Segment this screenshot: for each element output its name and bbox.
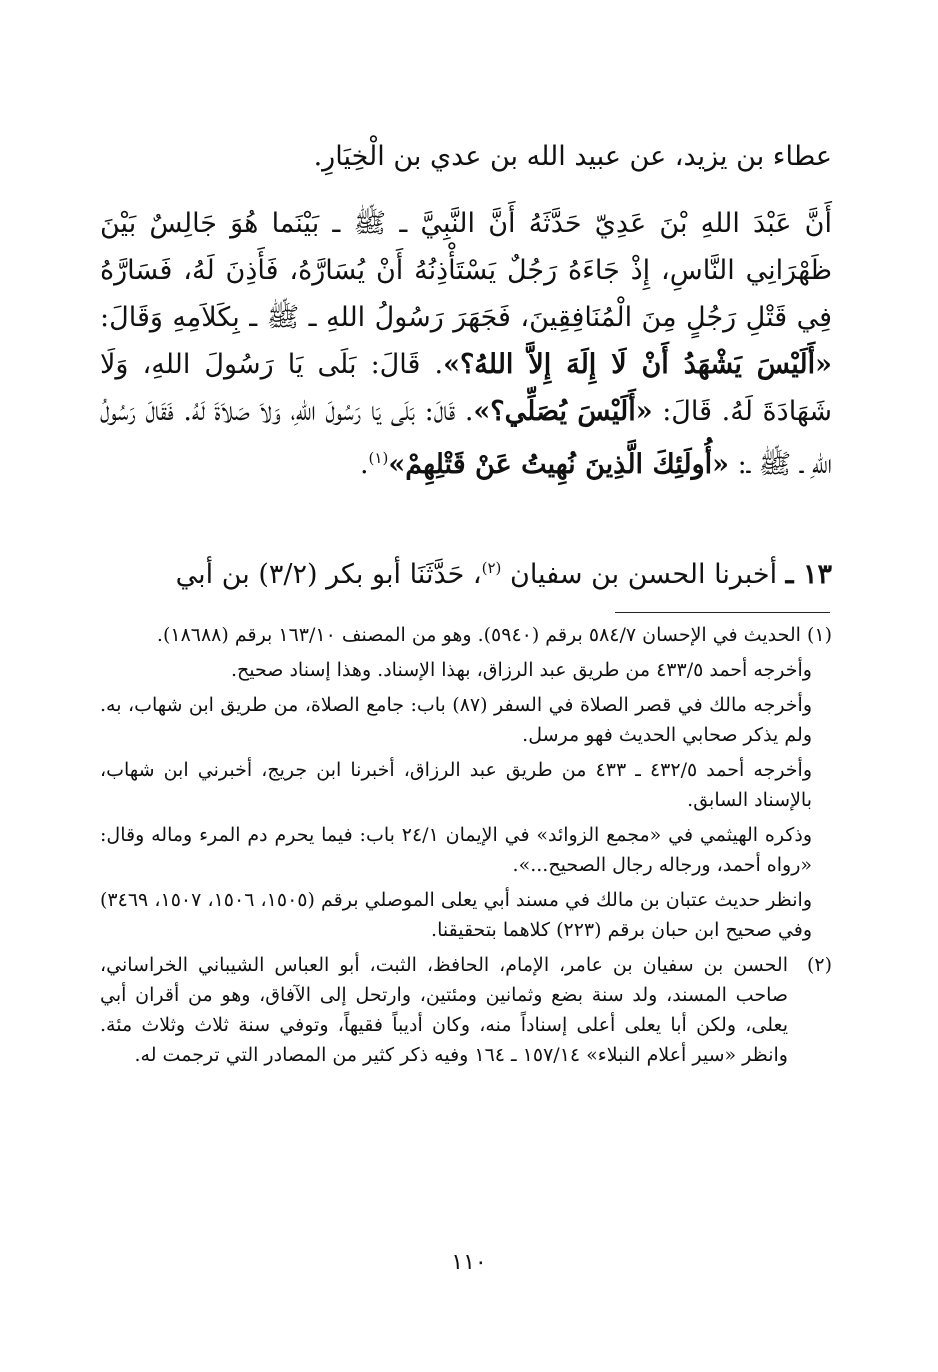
hadith-13-isnad-2: ، حَدَّثَنَا أبو بكر (٣/٢) بن أبي (175, 559, 482, 590)
footnote-1-text: الحديث في الإحسان ٥٨٤/٧ برقم (٥٩٤٠). وهو من المصنف ١٦٣/١٠ برقم (١٨٦٨٨). (156, 624, 801, 646)
footnote-marker-1: (١) (368, 449, 389, 467)
footnote-divider (615, 612, 830, 613)
footnote-2 (100, 950, 832, 1070)
hadith-question-2: «أَلَيْسَ يُصَلِّي؟» (473, 396, 653, 427)
hadith-end-punct: . (359, 449, 369, 480)
footnote-1-paragraph-4: وأخرجه أحمد ٤٣٢/٥ ـ ٤٣٣ من طريق عبد الرزاق، أخبرنا ابن جريج، أخبرني ابن شهاب، بالإسناد السابق. (100, 759, 812, 811)
hadith-narration-2: . قَالَ: بَلَى يَا رَسُولَ اللهِ، وَلَا شَهَادَةَ لَهُ. قَالَ: (100, 349, 832, 427)
footnote-2-text: الحسن بن سفيان بن عامر، الإمام، الحافظ، الثبت، أبو العباس الشيباني الخراساني، صاحب المسند، ولد سنة بضع وثمانين ومئتين، وارتحل إلى الآفاق، وهو من أقران أبي يعلى، ولكن أبا يعلى أعلى إسناداً منه، وكان أديباً فقيهاً، وتوفي سنة ثلاث وثلاث مئة. وانظر «سير أعلام النبلاء» ١٥٧/١٤ ـ ١٦٤ وفيه ذكر كثير من المصادر التي ترجمت له. (100, 954, 788, 1066)
hadith-number: ١٣ ـ (785, 559, 832, 590)
footnote-1-paragraph-5: وذكره الهيثمي في «مجمع الزوائد» في الإيمان ٢٤/١ باب: فيما يحرم دم المرء وماله وقال: «رواه أحمد، ورجاله رجال الصحيح...». (100, 824, 812, 876)
footnotes-section (100, 620, 832, 1070)
page-number: ١١٠ (451, 1250, 487, 1275)
hadith-13-start (100, 545, 832, 598)
hadith-question-1: «أَلَيْسَ يَشْهَدُ أَنْ لَا إِلَهَ إِلاَّ اللهُ؟» (443, 349, 832, 380)
footnote-marker-2: (٢) (481, 559, 502, 577)
isnad-intro-line (100, 133, 832, 180)
footnote-1-paragraph-2: وأخرجه أحمد ٤٣٣/٥ من طريق عبد الرزاق، بهذا الإسناد. وهذا إسناد صحيح. (230, 659, 812, 681)
hadith-prophet-saying: «أُولَئِكَ الَّذِينَ نُهِيتُ عَنْ قَتْلِهِمْ» (388, 449, 730, 480)
footnote-1 (100, 620, 832, 650)
hadith-text-block (100, 200, 832, 488)
intro-text: عطاء بن يزيد، عن عبيد الله بن عدي بن الْخِيَارِ. (313, 141, 832, 172)
footnote-1-paragraph-6: وانظر حديث عتبان بن مالك في مسند أبي يعلى الموصلي برقم (١٥٠٥، ١٥٠٦، ١٥٠٧، ٣٤٦٩) وفي صحيح ابن حبان برقم (٢٢٣) كلاهما بتحقيقنا. (100, 889, 813, 941)
footnote-1-number: (١) (806, 624, 832, 646)
hadith-narration-3: . قَالَ: بَلَى يَا رَسُولَ اللهِ، وَلاَ صَلاَةَ لَهُ. فَقَالَ رَسُولُ اللهِ ـ ﷺ ـ: (100, 396, 832, 480)
footnote-2-number: (٢) (806, 954, 832, 976)
footnote-1-paragraph-3: وأخرجه مالك في قصر الصلاة في السفر (٨٧) باب: جامع الصلاة، من طريق ابن شهاب، به. ولم يذكر صحابي الحديث فهو مرسل. (100, 694, 813, 746)
hadith-13-isnad-1: أخبرنا الحسن بن سفيان (510, 559, 778, 590)
hadith-narration-1: أَنَّ عَبْدَ اللهِ بْنَ عَدِيّ حَدَّثَهُ أَنَّ النَّبِيَّ ـ ﷺ ـ بَيْنَما هُوَ جَالِسٌ بَيْنَ ظَهْرَانِي النَّاسِ، إِذْ جَاءَهُ رَجُلٌ يَسْتَأْذِنُهُ أَنْ يُسَارَّهُ، فَأَذِنَ لَهُ، فَسَارَّهُ فِي قَتْلِ رَجُلٍ مِنَ الْمُنَافِقِينَ، فَجَهَرَ رَسُولُ اللهِ ـ ﷺ ـ بِكَلاَمِهِ وَقَالَ: (100, 208, 832, 333)
